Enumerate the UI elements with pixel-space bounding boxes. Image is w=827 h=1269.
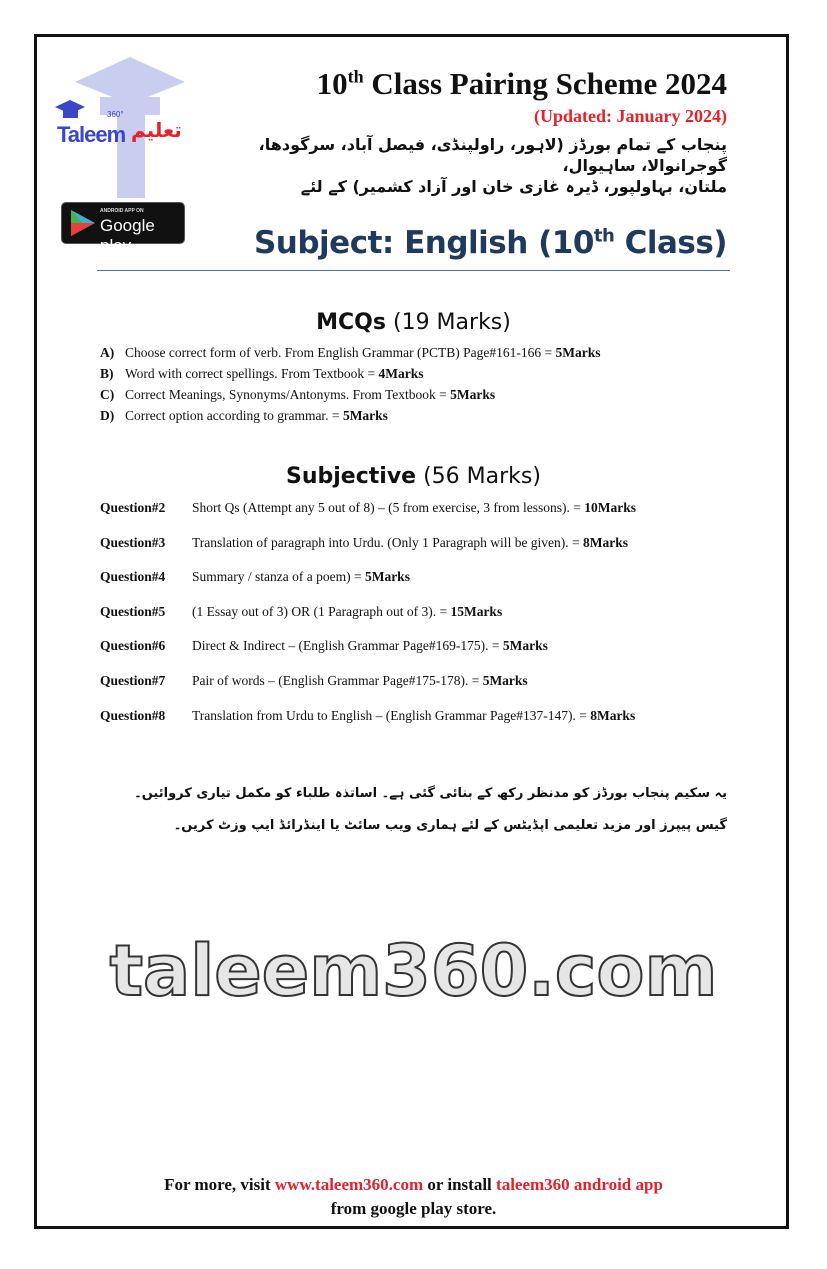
mcq-item [100, 366, 424, 382]
urdu-note-2: گیس پیپرز اور مزید تعلیمی اپڈیٹس کے لئے ہماری ویب سائٹ یا اینڈرائڈ ایپ وزٹ کریں۔ [173, 818, 727, 833]
mcq-item [100, 408, 388, 424]
item-label: C) [100, 387, 115, 402]
item-label: A) [100, 345, 115, 360]
mcqs-heading: MCQs (19 Marks) [316, 310, 511, 335]
question-item [100, 673, 528, 689]
question-item [100, 535, 628, 551]
mcq-item [100, 387, 495, 403]
question-label: Question#3 [100, 534, 166, 550]
watermark: taleem360.com [109, 930, 718, 1012]
website-link[interactable]: www.taleem360.com [274, 1175, 424, 1194]
badge-small-text: ANDROID APP ON [100, 208, 144, 214]
question-label: Question#5 [100, 603, 166, 619]
question-label: Question#4 [100, 569, 166, 585]
item-marks: 5Marks [450, 387, 496, 402]
question-item [100, 708, 635, 724]
badge-text: Google play [100, 216, 155, 255]
question-item [100, 500, 636, 516]
question-text: Translation from Urdu to English – (English Grammar Page#137-147). = [192, 707, 591, 723]
mcq-item [100, 345, 601, 361]
divider [97, 270, 730, 271]
question-item [100, 569, 410, 585]
urdu-note-1: یہ سکیم پنجاب بورڈز کو مدنظر رکھ کے بنائی گئی ہے۔ اساتذہ طلباء کو مکمل تیاری کروائیں۔ [134, 786, 727, 801]
google-play-badge[interactable] [61, 202, 185, 255]
item-label: B) [100, 366, 114, 381]
question-text: Pair of words – (English Grammar Page#175-178). = [192, 673, 483, 688]
question-marks: 8Marks [583, 534, 629, 550]
question-marks: 15Marks [450, 603, 503, 619]
question-marks: 10Marks [584, 500, 637, 515]
page-title: 10th Class Pairing Scheme 2024 [316, 66, 727, 101]
item-marks: 5Marks [555, 345, 601, 360]
logo-urdu: تعلیم [131, 118, 182, 142]
taleem360-logo [55, 52, 190, 202]
question-marks: 5Marks [482, 673, 528, 688]
item-text: Choose correct form of verb. From English Grammar (PCTB) Page#161-166 = [125, 345, 556, 360]
boards-line-2: ملتان، بہاولپور، ڈیرہ غازی خان اور آزاد کشمیر) کے لئے [300, 177, 727, 196]
play-store-icon [68, 208, 98, 238]
app-link[interactable]: taleem360 android app [496, 1175, 663, 1194]
footer-line-2: from google play store. [330, 1199, 497, 1218]
question-text: Summary / stanza of a poem) = [192, 569, 365, 585]
question-item [100, 638, 548, 654]
item-marks: 4Marks [378, 366, 424, 381]
question-text: (1 Essay out of 3) OR (1 Paragraph out of 3). = [192, 603, 451, 619]
question-label: Question#6 [100, 638, 166, 654]
footer-line-1: For more, visit www.taleem360.com or install taleem360 android app [164, 1175, 663, 1194]
question-text: Short Qs (Attempt any 5 out of 8) – (5 from exercise, 3 from lessons). = [192, 500, 585, 515]
item-text: Correct Meanings, Synonyms/Antonyms. From Textbook = [125, 387, 451, 402]
subject-heading: Subject: English (10th Class) [253, 225, 727, 261]
question-label: Question#2 [100, 500, 166, 515]
question-marks: 5Marks [502, 638, 548, 654]
item-label: D) [100, 408, 115, 423]
question-text: Translation of paragraph into Urdu. (Only 1 Paragraph will be given). = [192, 534, 584, 550]
logo-text: Taleem [57, 122, 126, 147]
question-text: Direct & Indirect – (English Grammar Page#169-175). = [192, 638, 503, 654]
item-text: Correct option according to grammar. = [125, 408, 343, 423]
boards-text [207, 134, 727, 197]
updated-date: (Updated: January 2024) [533, 106, 727, 126]
question-marks: 8Marks [590, 707, 636, 723]
question-marks: 5Marks [364, 569, 410, 585]
boards-line-1: پنجاب کے تمام بورڈز (لاہور، راولپنڈی، فیصل آباد، سرگودھا، گوجرانوالا، ساہیوال، [258, 135, 727, 175]
subjective-heading: Subjective (56 Marks) [286, 464, 541, 489]
item-marks: 5Marks [342, 408, 388, 423]
question-label: Question#8 [100, 707, 166, 723]
logo-badge: 360° [107, 110, 124, 119]
question-item [100, 604, 502, 620]
item-text: Word with correct spellings. From Textbook = [125, 366, 379, 381]
question-label: Question#7 [100, 673, 166, 688]
